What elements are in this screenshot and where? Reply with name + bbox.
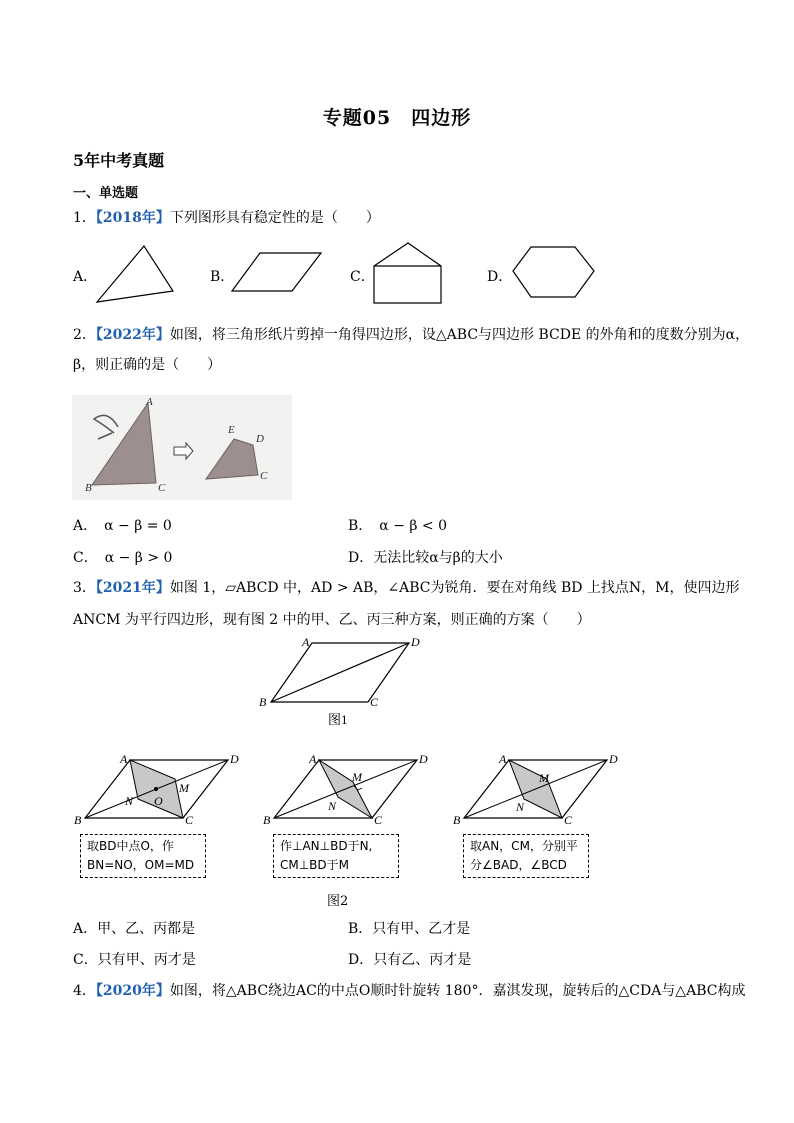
question-number: 2． [73, 327, 96, 343]
vertex-label: B [85, 482, 92, 494]
scheme-yi-note [273, 834, 399, 878]
q1-option-a-label[interactable]: A． [73, 269, 98, 285]
q1-option-b-label[interactable]: B． [210, 269, 235, 285]
vertex-label: D [256, 433, 264, 445]
vertex-label: C [260, 470, 268, 482]
vertex-label: C [370, 695, 379, 709]
question-2-line-2: β，则正确的是（ ） [73, 357, 222, 373]
vertex-label: C [564, 813, 573, 827]
question-number: 1． [73, 210, 96, 226]
q1-option-d-label[interactable]: D． [487, 269, 513, 285]
vertex-label: C [185, 813, 194, 827]
vertex-label: E [228, 424, 235, 436]
vertex-label: A [146, 396, 153, 408]
note-line: 作⊥AN⊥BD于N, [280, 839, 373, 853]
diagonal-bd [274, 760, 417, 818]
q3-option-a[interactable]: A．甲、乙、丙都是 [73, 921, 196, 937]
vertex-label: B [453, 813, 461, 827]
note-line: BN=NO，OM=MD [87, 858, 195, 872]
parallelogram-shape [232, 253, 321, 291]
house-shape [374, 243, 441, 303]
point-label: N [125, 794, 134, 808]
page-title: 专题05 四边形 [322, 107, 472, 129]
q1-option-c-label[interactable]: C． [350, 269, 375, 285]
vertex-label: D [230, 752, 239, 766]
section-heading: 5年中考真题 [73, 151, 165, 170]
question-3-line-2: ANCM 为平行四边形，现有图 2 中的甲、乙、丙三种方案，则正确的方案（ ） [73, 612, 591, 628]
question-4-stem [73, 981, 745, 1001]
question-text: 如图，将三角形纸片剪掉一角得四边形，设△ABC与四边形 BCDE 的外角和的度数分别为α， [169, 327, 750, 343]
scheme-yi-diagram [262, 748, 442, 828]
scheme-jia-note [80, 834, 206, 878]
subsection-heading: 一、单选题 [73, 186, 139, 201]
vertex-label: A [302, 635, 310, 649]
question-text: 如图，将△ABC绕边AC的中点O顺时针旋转 180°．嘉淇发现，旋转后的△CDA与△ABC构成 [169, 983, 746, 999]
q2-option-c[interactable]: C． α − β > 0 [73, 550, 173, 566]
vertex-label: D [411, 635, 420, 649]
diagonal-bd [464, 760, 607, 818]
point-label: O [154, 794, 163, 808]
q2-photo-figure [72, 395, 292, 500]
scheme-bing-diagram [452, 748, 632, 828]
vertex-label: B [74, 813, 82, 827]
q2-option-d[interactable]: D．无法比较α与β的大小 [348, 550, 503, 566]
question-2-line-1 [73, 325, 749, 345]
vertex-label: A [120, 752, 128, 766]
vertex-label: C [158, 482, 166, 494]
q2-option-a[interactable]: A． α − β = 0 [73, 518, 172, 534]
q1-shapes-figure [0, 236, 794, 308]
question-3-line-1 [73, 578, 740, 598]
question-1-stem [73, 208, 380, 228]
scheme-jia-diagram [70, 748, 250, 828]
figure-2-caption: 图2 [327, 894, 349, 909]
vertex-label: D [419, 752, 428, 766]
midpoint-o-dot [154, 787, 158, 791]
question-text: 下列图形具有稳定性的是（ ） [169, 210, 380, 226]
point-label: N [516, 800, 525, 814]
note-line: 取AN，CM，分别平 [470, 839, 578, 853]
vertex-label: B [263, 813, 271, 827]
hexagon-shape [513, 247, 594, 297]
q2-option-b[interactable]: B． α − β < 0 [348, 518, 448, 534]
note-line: CM⊥BD于M [280, 858, 350, 872]
triangle-shape [97, 246, 173, 302]
point-label: M [539, 771, 549, 785]
question-year: 【2018年】 [95, 210, 170, 226]
question-year: 【2020年】 [95, 983, 170, 999]
point-label: M [352, 770, 362, 784]
vertex-label: D [609, 752, 618, 766]
question-year: 【2021年】 [95, 580, 170, 596]
vertex-label: B [259, 695, 267, 709]
figure-caption: 图1 [328, 712, 348, 727]
note-line: 分∠BAD，∠BCD [470, 858, 567, 872]
question-number: 3． [73, 580, 96, 596]
q3-option-b[interactable]: B．只有甲、乙才是 [348, 921, 471, 937]
question-number: 4． [73, 983, 96, 999]
q3-option-d[interactable]: D．只有乙、丙才是 [348, 952, 472, 968]
vertex-label: A [309, 752, 317, 766]
question-year: 【2022年】 [95, 327, 170, 343]
q3-figure-1 [250, 632, 430, 732]
point-label: M [179, 781, 189, 795]
vertex-label: A [499, 752, 507, 766]
question-text: 如图 1，▱ABCD 中，AD > AB，∠ABC为锐角．要在对角线 BD 上找点N，M，使四边形 [169, 580, 740, 596]
q3-option-c[interactable]: C．只有甲、丙才是 [73, 952, 196, 968]
vertex-label: C [374, 813, 383, 827]
note-line: 取BD中点O，作 [87, 839, 174, 853]
point-label: N [328, 799, 337, 813]
scheme-bing-note [463, 834, 589, 878]
